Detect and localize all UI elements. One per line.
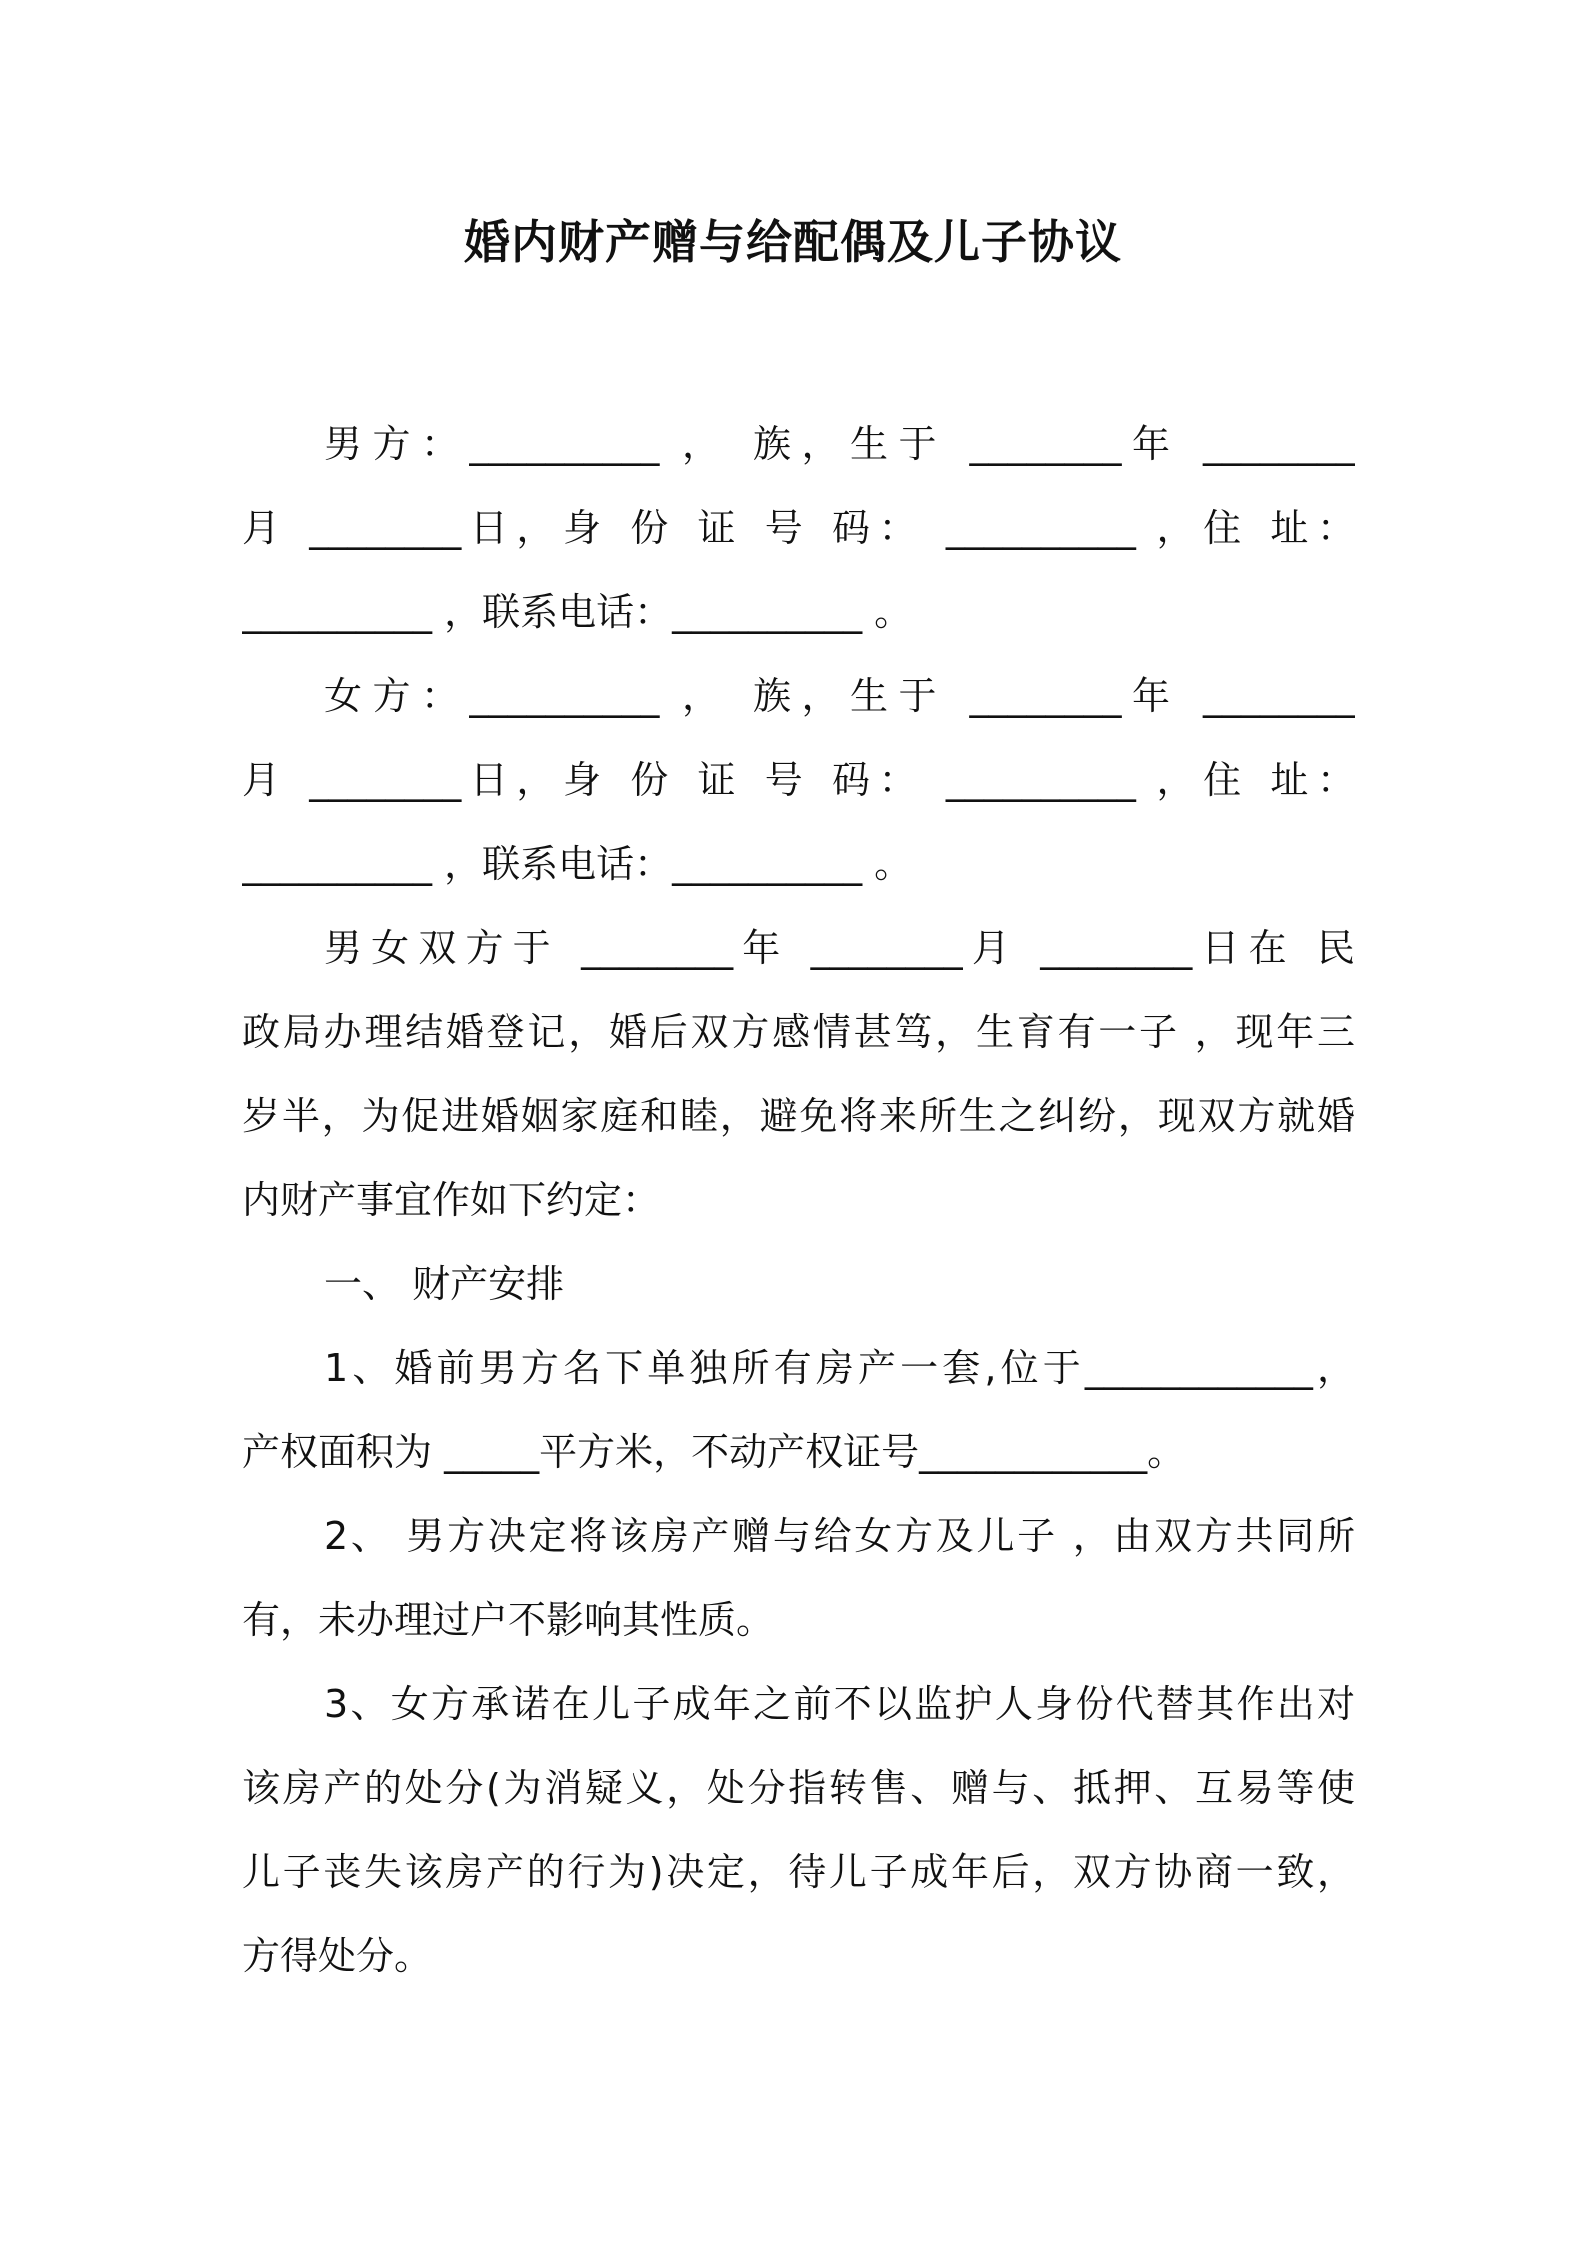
text-line: 1、婚前男方名下单独所有房产一套,位于____________， — [324, 1346, 1355, 1390]
text-line: __________ ，联系电话：__________ 。 — [242, 590, 913, 634]
document-title: 婚内财产赠与给配偶及儿子协议 — [464, 215, 1122, 269]
text-line: 女方：__________ ， 族，生于 ________年 ________ — [324, 674, 1355, 718]
text-line: 3、女方承诺在儿子成年之前不以监护人身份代替其作出对 — [324, 1682, 1355, 1726]
text-line: 该房产的处分(为消疑义，处分指转售、赠与、抵押、互易等使 — [242, 1766, 1355, 1810]
document-body — [242, 402, 1355, 1998]
text-line: 一、 财产安排 — [324, 1262, 565, 1306]
text-line: 男女双方于 ________年 ________月 ________日在 民 — [324, 926, 1355, 970]
text-line: 2、 男方决定将该房产赠与给女方及儿子 ，由双方共同所 — [324, 1514, 1355, 1558]
text-line: __________ ，联系电话：__________ 。 — [242, 842, 913, 886]
text-line: 产权面积为 _____平方米，不动产权证号____________。 — [242, 1430, 1186, 1474]
text-line: 有，未办理过户不影响其性质。 — [242, 1598, 775, 1642]
text-line: 月 ________日，身 份 证 号 码： __________ ，住 址： — [242, 758, 1355, 802]
text-line: 儿子丧失该房产的行为)决定，待儿子成年后，双方协商一致， — [242, 1850, 1355, 1894]
text-line: 内财产事宜作如下约定： — [242, 1178, 661, 1222]
text-line: 男方：__________ ， 族，生于 ________年 ________ — [324, 422, 1355, 466]
text-line: 月 ________日，身 份 证 号 码： __________ ，住 址： — [242, 506, 1355, 550]
text-line: 政局办理结婚登记，婚后双方感情甚笃，生育有一子 ，现年三 — [242, 1010, 1355, 1054]
text-line: 岁半，为促进婚姻家庭和睦，避免将来所生之纠纷，现双方就婚 — [242, 1094, 1355, 1138]
text-line: 方得处分。 — [242, 1934, 433, 1978]
